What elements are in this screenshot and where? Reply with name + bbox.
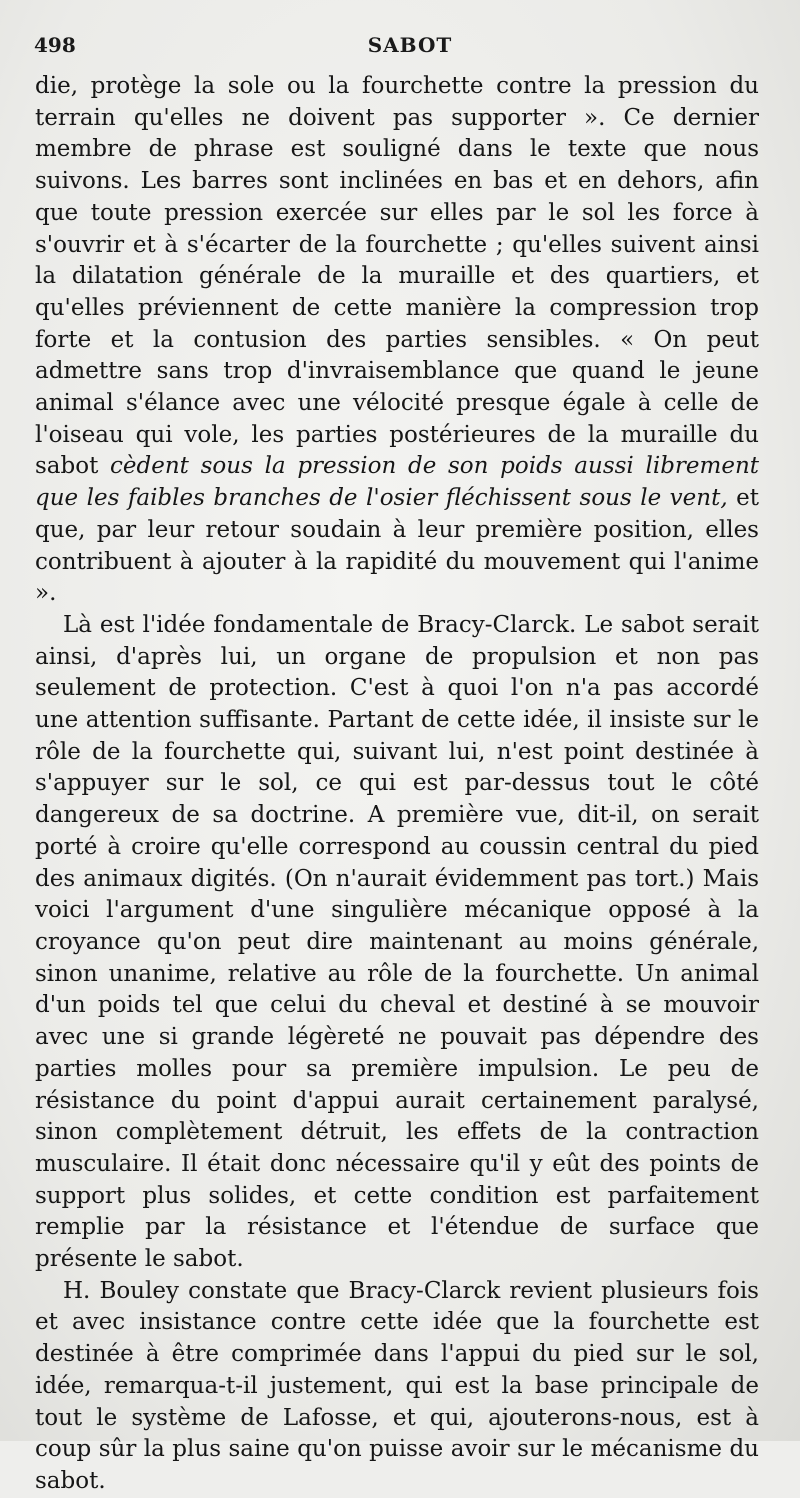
running-head: [34, 33, 786, 63]
running-title: SABOT: [367, 33, 453, 57]
text-body: [35, 71, 759, 1498]
paragraph-1: [35, 71, 759, 610]
paragraph-1-text-a: die, protège la sole ou la fourchette contre la pression du terrain qu'elles ne doivent pas supporter ». Ce dernier membre de phrase est souligné dans le texte que nous suivons. Les barres sont inclinées en bas et en dehors, afin que toute pression exercée sur elles par le sol les force à s'ouvrir et à s'écarter de la fourchette ; qu'elles suivent ainsi la dilatation générale de la muraille et des quartiers, et qu'elles préviennent de cette manière la compression trop forte et la contusion des parties sensibles. « On peut admettre sans trop d'invraisemblance que quand le jeune animal s'élance avec une vélocité presque égale à celle de l'oiseau qui vole, les parties postérieures de la muraille du sabot: [35, 73, 759, 480]
paragraph-1-text-b: et que, par leur retour soudain à leur première position, elles contribuent à ajouter à la rapidité du mouvement qui l'anime ».: [35, 485, 759, 607]
paragraph-1-italic-quote: cèdent sous la pression de son poids aussi librement que les faibles branches de l'osier fléchissent sous le vent,: [35, 453, 760, 512]
page-number: 498: [34, 33, 76, 57]
paragraph-2: Là est l'idée fondamentale de Bracy-Clarck. Le sabot serait ainsi, d'après lui, un organe de propulsion et non pas seulement de protection. C'est à quoi l'on n'a pas accordé une attention suffisante. Partant de cette idée, il insiste sur le rôle de la fourchette qui, suivant lui, n'est point destinée à s'appuyer sur le sol, ce qui est par-dessus tout le côté dangereux de sa doctrine. A première vue, dit-il, on serait porté à croire qu'elle correspond au coussin central du pied des animaux digités. (On n'aurait évidemment pas tort.) Mais voici l'argument d'une singulière mécanique opposé à la croyance qu'on peut dire maintenant au moins générale, sinon unanime, relative au rôle de la fourchette. Un animal d'un poids tel que celui du cheval et destiné à se mouvoir avec une si grande légèreté ne pouvait pas dépendre des parties molles pour sa première impulsion. Le peu de résistance du point d'appui aurait certainement paralysé, sinon complètement détruit, les effets de la contraction musculaire. Il était donc nécessaire qu'il y eût des points de support plus solides, et cette condition est parfaitement remplie par la résistance et l'étendue de surface que présente le sabot.: [35, 611, 759, 1273]
paragraph-3: H. Bouley constate que Bracy-Clarck revient plusieurs fois et avec insistance contre cette idée que la fourchette est destinée à être comprimée dans l'appui du pied sur le sol, idée, remarqua-t-il justement, qui est la base principale de tout le système de Lafosse, et qui, ajouterons-nous, est à coup sûr la plus saine qu'on puisse avoir sur le mécanisme du sabot.: [35, 1277, 759, 1494]
